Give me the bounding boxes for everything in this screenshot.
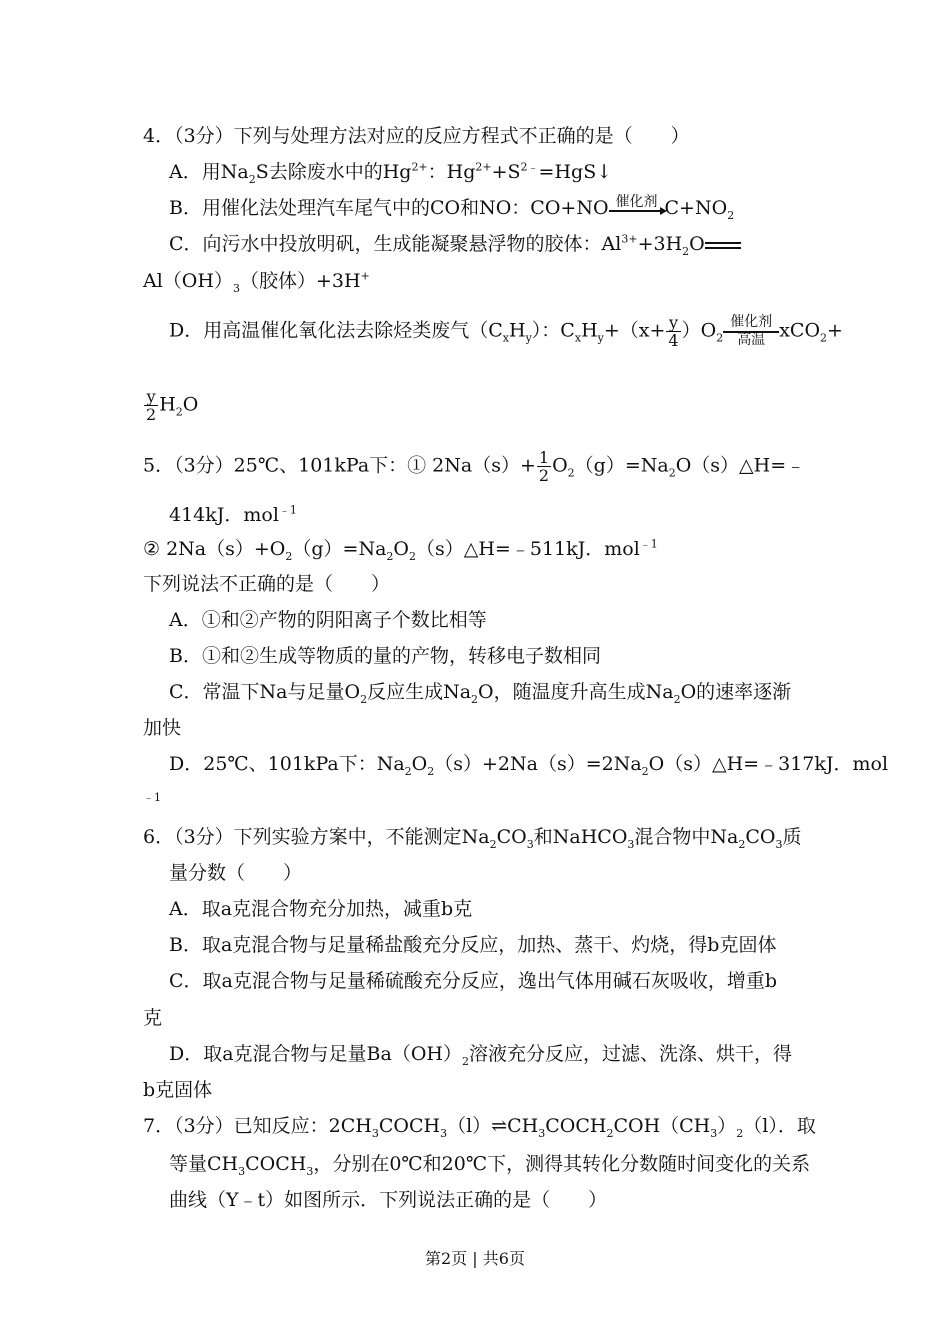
q6-option-d-cont: b克固体	[143, 1079, 213, 1101]
q5-option-c-cont: 加快	[143, 717, 182, 739]
q5-ask: 下列说法不正确的是（ ）	[143, 573, 391, 595]
q4-option-d: D．用高温催化氧化法去除烃类废气$(C_xH_y)$：$C_xH_y+(x+$ $\frac{y}{4}$ ）$O_2$ 催化剂 高温 xCO$_2$+	[169, 313, 843, 350]
q5-option-b: B．①和②生成等物质的量的产物，转移电子数相同	[169, 645, 601, 667]
q5-option-d-cont: ﹣1	[143, 791, 161, 804]
q5-option-c: C．常温下Na与足量$O_2$反应生成$Na_2O$，随温度升高生成$Na_2O$的速率逐渐	[169, 681, 792, 706]
fraction-y-over-4: $\frac{y}{4}$	[668, 313, 679, 350]
q4-option-d-cont: $\frac{y}{2}$ $H_2O$	[146, 387, 199, 424]
q5-stem-cont: 414kJ．mol$^{﹣1}$	[169, 503, 297, 526]
catalyst-arrow: 催化剂	[609, 195, 665, 212]
reversible-arrow	[705, 241, 741, 249]
q7-stem: 7．（3分）已知反应：$2CH_3COCH_3(l)\rightleftharpoons CH_3COCH_2COH(CH_3)_2(l)$．取	[143, 1115, 816, 1140]
q6-option-d: D．取a克混合物与足量$Ba(OH)_2$溶液充分反应，过滤、洗涤、烘干，得	[169, 1043, 793, 1068]
q5-equation-2: ② $2Na(s)+O_2(g)=Na_2O_2(s)\triangle H=﹣511kJ$．mol$^{﹣1}$	[143, 537, 658, 563]
q7-stem-line3: 曲线（Y﹣t）如图所示．下列说法正确的是（ ）	[169, 1189, 608, 1211]
q6-option-b: B．取a克混合物与足量稀盐酸充分反应，加热、蒸干、灼烧，得b克固体	[169, 934, 777, 956]
q4-option-c: C．向污水中投放明矾，生成能凝聚悬浮物的胶体：$Al^{3+}+3H_2O$	[169, 232, 741, 256]
q6-option-a: A．取a克混合物充分加热，减重b克	[169, 898, 473, 920]
q6-stem-cont: 量分数（ ）	[169, 862, 303, 884]
q4-option-c-cont: $Al(OH)_3$（胶体）+3H+	[143, 269, 370, 295]
q5-option-a: A．①和②产物的阴阳离子个数比相等	[169, 609, 487, 631]
q7-stem-line2: 等量$CH_3COCH_3$，分别在0℃和20℃下，测得其转化分数随时间变化的关系	[169, 1153, 811, 1178]
q6-option-c-cont: 克	[143, 1007, 163, 1029]
q5-option-d: D．25℃、101kPa下：$Na_2O_2(s)+2Na(s)=2Na_2O(s)\triangle H=﹣317kJ$．mol	[169, 753, 889, 778]
q4-option-b: B．用催化法处理汽车尾气中的CO和NO：CO+NO 催化剂 $C+NO_2$	[169, 193, 735, 222]
q4-stem: 4．（3分）下列与处理方法对应的反应方程式不正确的是（ ）	[143, 125, 690, 147]
q5-stem: 5．（3分）25℃、101kPa下：① 2Na（s）+ $\frac{1}{2}$ $O_2(g)=Na_2O(s)\triangle H=﹣$	[143, 448, 806, 485]
q4-option-a: A．用$Na_2S$去除废水中的$Hg^{2+}$：$Hg^{2+}+S^{2﹣}=HgS↓$	[169, 160, 613, 186]
page-footer: 第2页 | 共6页	[425, 1249, 525, 1268]
fraction-y-over-2: $\frac{y}{2}$	[146, 387, 157, 424]
fraction-1-over-2: $\frac{1}{2}$	[538, 448, 550, 485]
q6-stem: 6．（3分）下列实验方案中，不能测定$Na_2CO_3$和NaHCO$_3$混合物中$Na_2CO_3$质	[143, 826, 802, 851]
catalyst-heat-arrow: 催化剂 高温	[723, 315, 779, 348]
q6-option-c: C．取a克混合物与足量稀硫酸充分反应，逸出气体用碱石灰吸收，增重b	[169, 970, 778, 992]
